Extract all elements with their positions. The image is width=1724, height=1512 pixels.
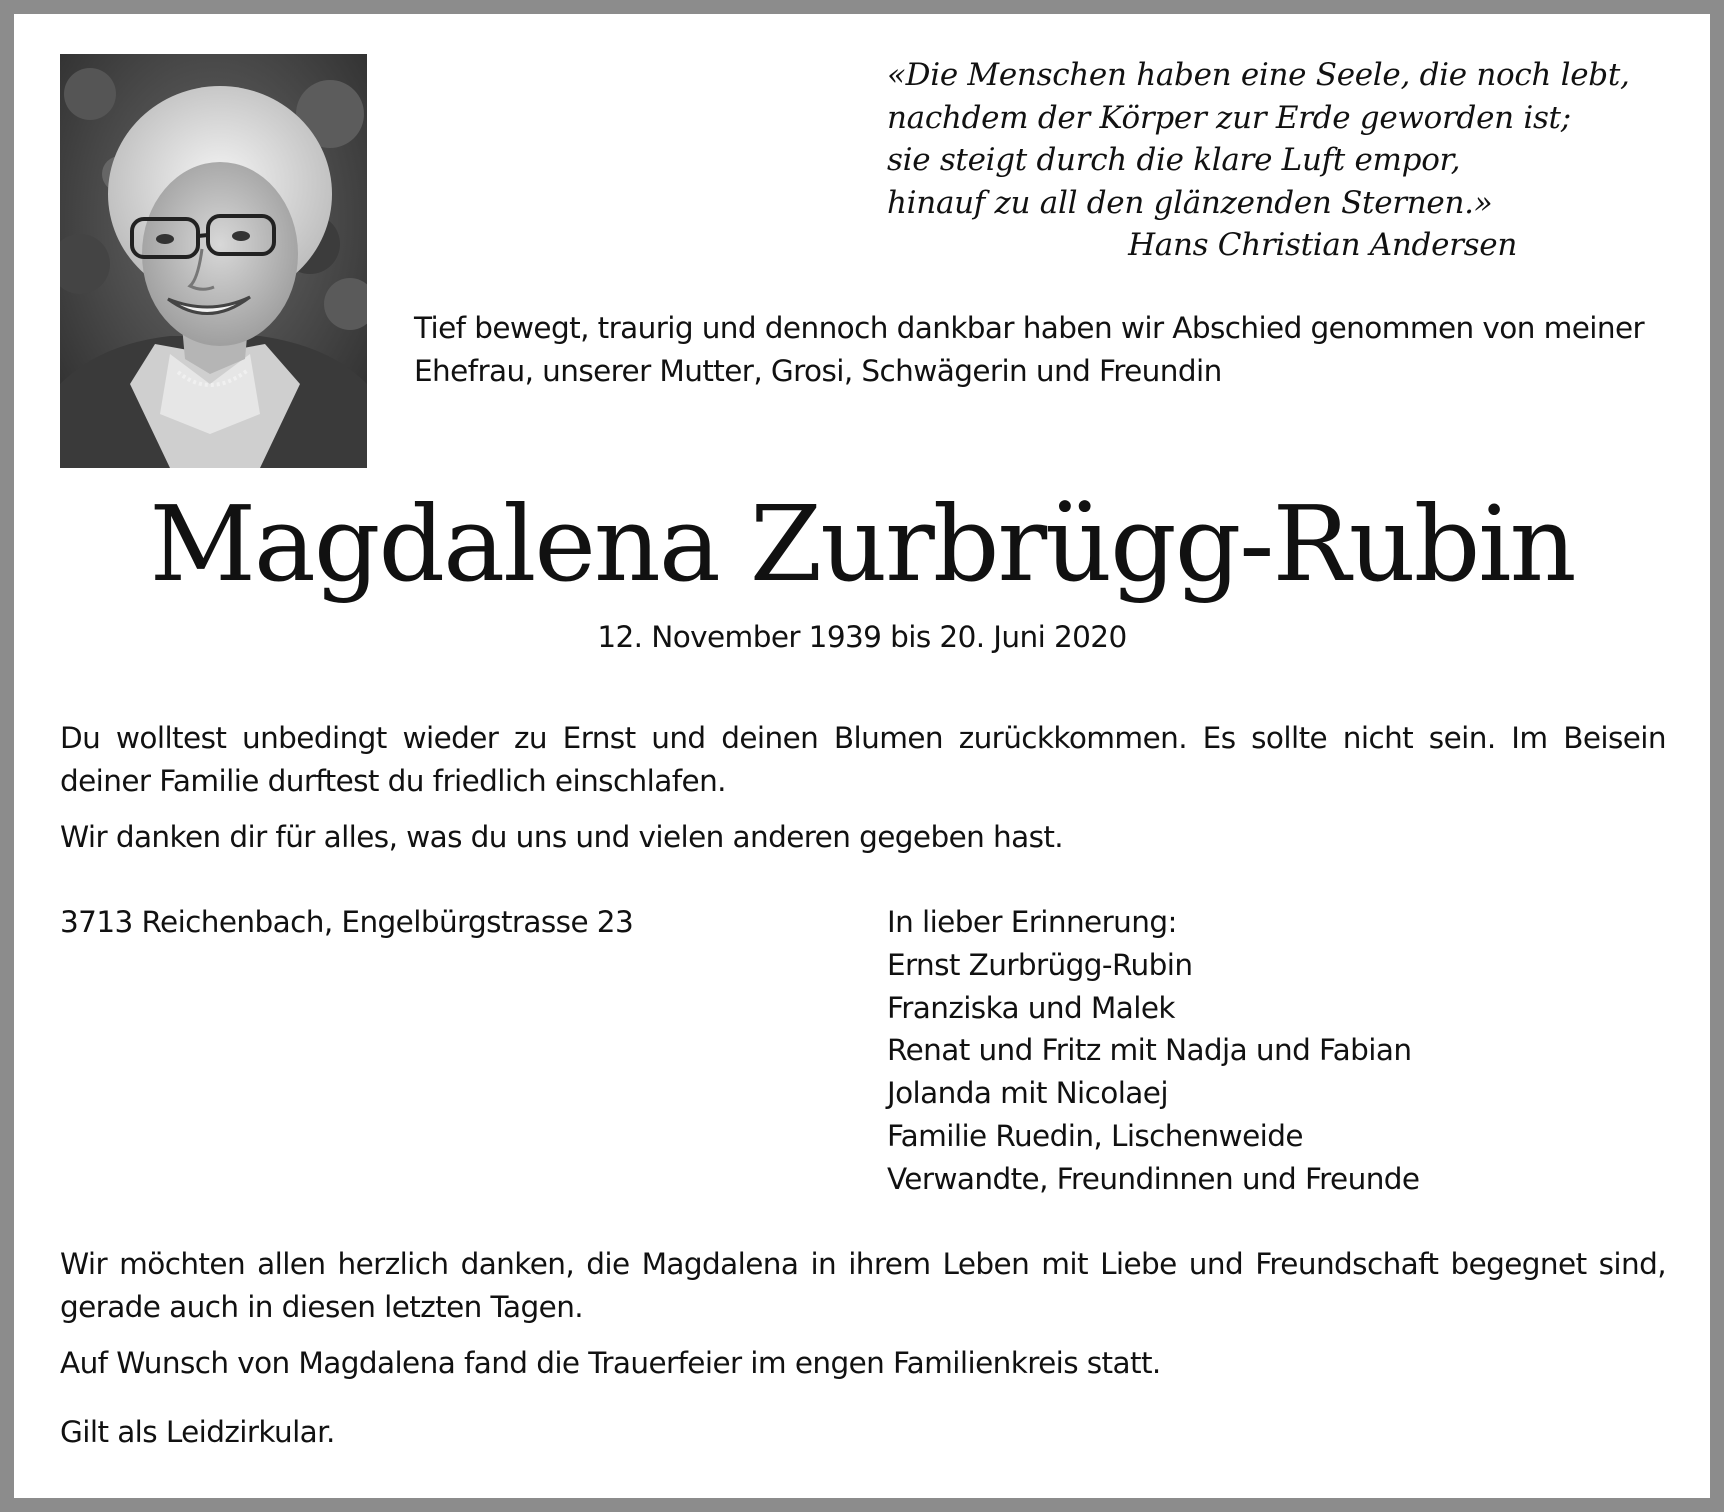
circular-note bbox=[60, 1411, 1666, 1454]
thanks-line: Wir möchten allen herzlich danken, die Magdalena in ihrem Leben mit Liebe und Freundschaft begegnet sind, bbox=[60, 1247, 1666, 1281]
quote-line: sie steigt durch die klare Luft empor, bbox=[887, 142, 1461, 178]
ceremony-paragraph bbox=[60, 1342, 1666, 1385]
gratitude-paragraph bbox=[60, 816, 1666, 859]
thanks-paragraph bbox=[60, 1243, 1666, 1328]
portrait-image bbox=[60, 54, 367, 468]
gratitude-line: Wir danken dir für alles, was du uns und vielen anderen gegeben hast. bbox=[60, 820, 1064, 854]
ceremony-line: Auf Wunsch von Magdalena fand die Trauerfeier im engen Familienkreis statt. bbox=[60, 1346, 1161, 1380]
quote-block bbox=[887, 54, 1630, 224]
circular-note-text: Gilt als Leidzirkular. bbox=[60, 1415, 335, 1449]
mourner-name: Renat und Fritz mit Nadja und Fabian bbox=[887, 1033, 1412, 1068]
mourner-name: Familie Ruedin, Lischenweide bbox=[887, 1118, 1303, 1153]
intro-text bbox=[414, 307, 1684, 392]
quote-line: «Die Menschen haben eine Seele, die noch lebt, bbox=[887, 57, 1630, 93]
quote-line: hinauf zu all den glänzenden Sternen.» bbox=[887, 184, 1493, 221]
mourners-list bbox=[887, 901, 1419, 1201]
quote-line: nachdem der Körper zur Erde geworden ist; bbox=[887, 99, 1571, 136]
address: 3713 Reichenbach, Engelbürgstrasse 23 bbox=[60, 905, 634, 939]
intro-line: Tief bewegt, traurig und dennoch dankbar haben wir Abschied genommen von meiner bbox=[414, 311, 1645, 345]
mourners-heading: In lieber Erinnerung: bbox=[887, 905, 1177, 939]
mourner-name: Jolanda mit Nicolaej bbox=[887, 1076, 1168, 1111]
message-paragraph bbox=[60, 717, 1666, 802]
life-dates: 12. November 1939 bis 20. Juni 2020 bbox=[597, 620, 1127, 654]
mourner-name: Franziska und Malek bbox=[887, 990, 1175, 1025]
mourner-name: Verwandte, Freundinnen und Freunde bbox=[887, 1161, 1420, 1196]
message-line: Du wolltest unbedingt wieder zu Ernst und deinen Blumen zurückkommen. Es sollte nicht sein. Im Beisein bbox=[60, 721, 1666, 755]
portrait-photo bbox=[60, 54, 367, 468]
intro-line: Ehefrau, unserer Mutter, Grosi, Schwägerin und Freundin bbox=[414, 353, 1222, 388]
obituary-page bbox=[14, 14, 1710, 1498]
deceased-name: Magdalena Zurbrügg-Rubin bbox=[149, 483, 1575, 605]
message-line: deiner Familie durftest du friedlich einschlafen. bbox=[60, 763, 726, 798]
thanks-line: gerade auch in diesen letzten Tagen. bbox=[60, 1289, 584, 1324]
quote-author: Hans Christian Andersen bbox=[1128, 227, 1517, 263]
mourner-name: Ernst Zurbrügg-Rubin bbox=[887, 947, 1193, 982]
